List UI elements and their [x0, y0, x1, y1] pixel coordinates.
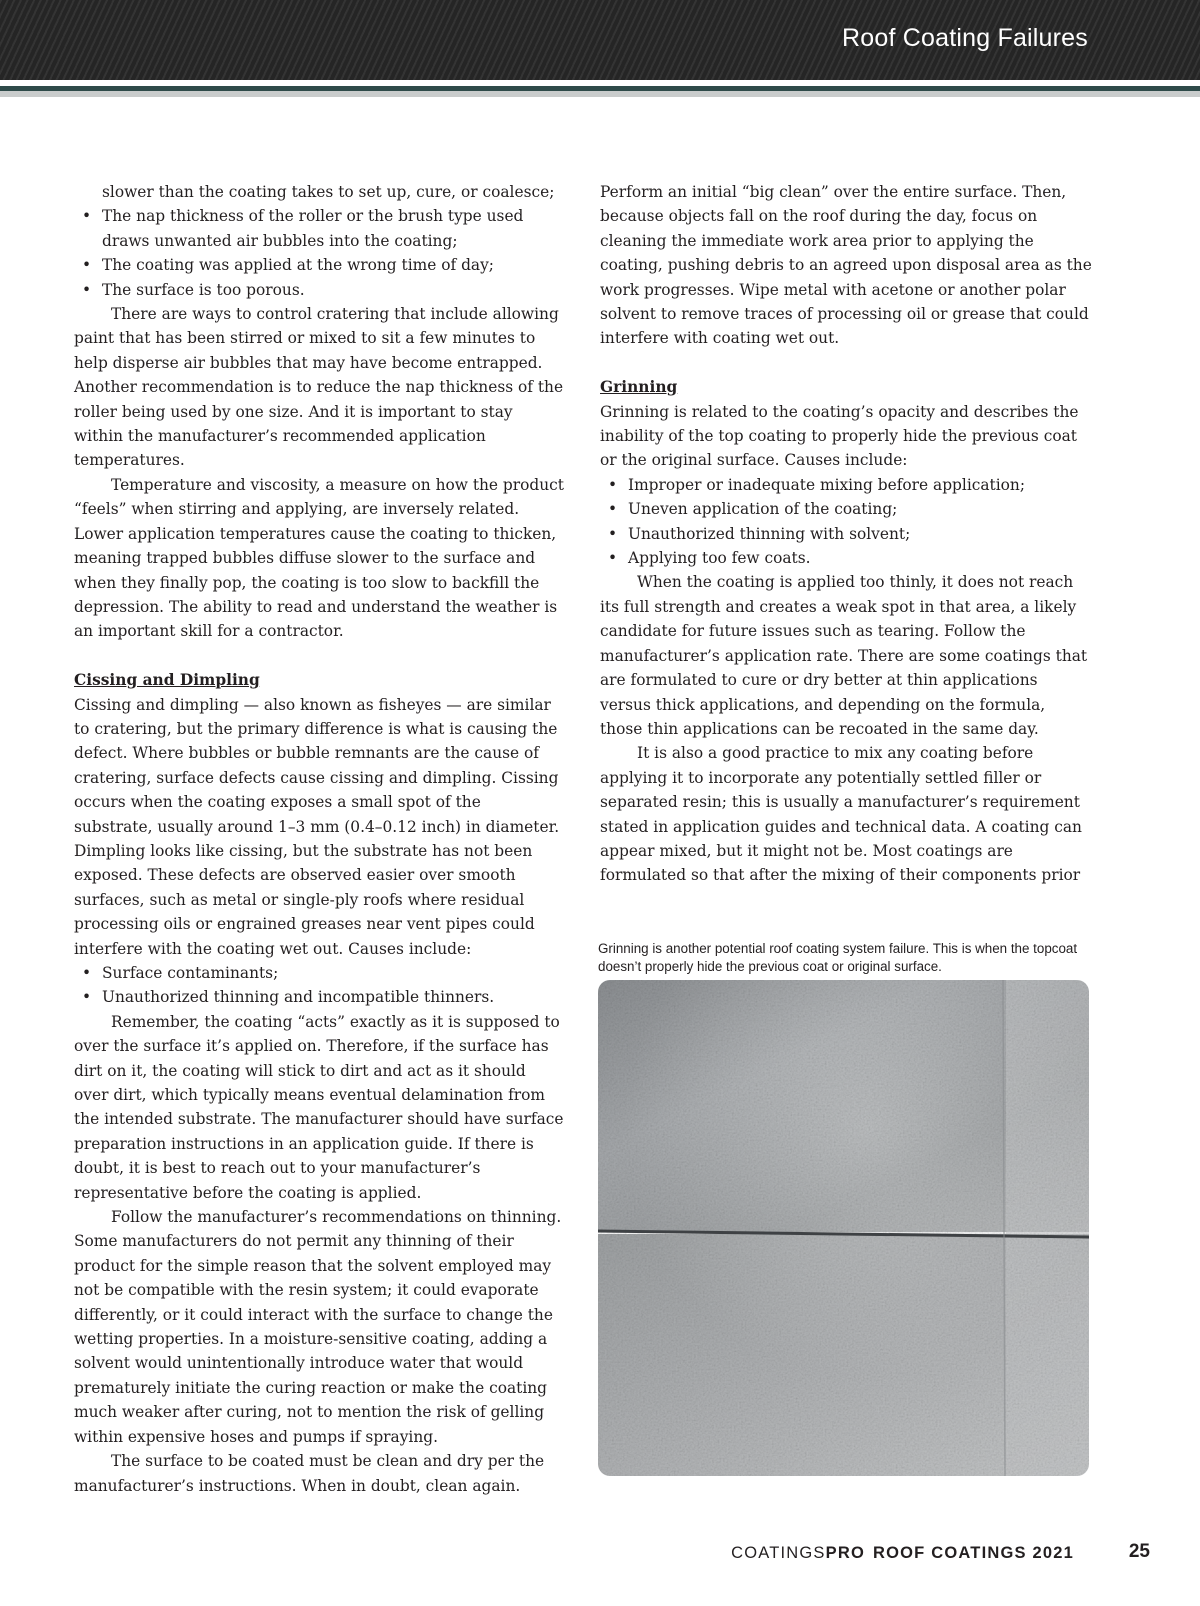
- list-item: • The nap thickness of the roller or the brush type used draws unwanted air bubbles into the coating;: [74, 204, 564, 253]
- page-number: 25: [1128, 1541, 1150, 1562]
- spacer: [600, 351, 1092, 375]
- page-header: [0, 0, 1200, 80]
- list-item: • The surface is too porous.: [74, 278, 564, 302]
- right-column: [600, 180, 1092, 888]
- section-heading-cissing: Cissing and Dimpling: [74, 671, 260, 690]
- bullet-list-cissing-causes: [74, 961, 564, 1010]
- section-heading-grinning: Grinning: [600, 378, 678, 397]
- paragraph-continued: slower than the coating takes to set up, cure, or coalesce;: [102, 183, 555, 201]
- spacer: [74, 644, 564, 668]
- list-item: • Surface contaminants;: [74, 961, 564, 985]
- figure-caption: Grinning is another potential roof coating system failure. This is when the topcoat doesn’t properly hide the previous coat or original surface.: [598, 941, 1078, 974]
- left-column: [74, 180, 564, 1498]
- paragraph: Remember, the coating “acts” exactly as it is supposed to over the surface it’s applied on. Therefore, if the surface has dirt on it, the coating will stick to dirt and act as it should over dirt, which typically means eventual delamination from the intended substrate. The manufacturer should have surface preparation instructions in an application guide. If there is doubt, it is best to reach out to your manufacturer’s representative before the coating is applied.: [74, 1012, 564, 1202]
- grinning-surface-image: [598, 980, 1089, 1476]
- paragraph: Cissing and dimpling — also known as fisheyes — are similar to cratering, but the primary difference is what is causing the defect. Where bubbles or bubble remnants are the cause of cratering, surface defects cause cissing and dimpling. Cissing occurs when the coating exposes a small spot of the substrate, usually around 1–3 mm (0.4–0.12 inch) in diameter. Dimpling looks like cissing, but the substrate has not been exposed. These defects are observed easier over smooth surfaces, such as metal or single-ply roofs where residual processing oils or engrained greases near vent pipes could interfere with the coating wet out. Causes include:: [74, 695, 560, 958]
- bullet-list-grinning-causes: [600, 473, 1092, 571]
- paragraph: When the coating is applied too thinly, it does not reach its full strength and creates a weak spot in that area, a likely candidate for future issues such as tearing. Follow the manufacturer’s application rate. There are some coatings that are formulated to cure or dry better at thin applications versus thick applications, and depending on the formula, those thin applications can be recoated in the same day.: [600, 573, 1088, 738]
- paragraph: Temperature and viscosity, a measure on how the product “feels” when stirring and applying, are inversely related. Lower application temperatures cause the coating to thicken, meaning trapped bubbles diffuse slower to the surface and when they finally pop, the coating is too slow to backfill the depression. The ability to read and understand the weather is an important skill for a contractor.: [74, 475, 564, 641]
- list-item: • Unauthorized thinning and incompatible thinners.: [74, 985, 564, 1009]
- list-item: • Improper or inadequate mixing before application;: [600, 473, 1092, 497]
- bullet-list-cratering-causes: [74, 204, 564, 302]
- paragraph: The surface to be coated must be clean and dry per the manufacturer’s instructions. When in doubt, clean again.: [74, 1452, 545, 1495]
- paragraph: Perform an initial “big clean” over the entire surface. Then, because objects fall on the roof during the day, focus on cleaning the immediate work area prior to applying the coating, pushing debris to an agreed upon disposal area as the work progresses. Wipe metal with acetone or another polar solvent to remove traces of processing oil or grease that could interfere with coating wet out.: [600, 183, 1092, 348]
- paragraph: Grinning is related to the coating’s opacity and describes the inability of the top coating to properly hide the previous coat or the original surface. Causes include:: [600, 402, 1079, 470]
- list-item: • Applying too few coats.: [600, 546, 1092, 570]
- list-item: • The coating was applied at the wrong time of day;: [74, 253, 564, 277]
- brand-light: COATINGS: [731, 1544, 826, 1562]
- paragraph: Follow the manufacturer’s recommendations on thinning. Some manufacturers do not permit any thinning of their product for the simple reason that the solvent employed may not be compatible with the resin system; it could evaporate differently, or it could interact with the surface to change the wetting properties. In a moisture-sensitive coating, adding a solvent would unintentionally introduce water that would prematurely initiate the curing reaction or make the coating much weaker after curing, not to mention the risk of gelling within expensive hoses and pumps if spraying.: [74, 1208, 562, 1446]
- section-title: Roof Coating Failures: [842, 24, 1088, 52]
- publication-footer: [731, 1544, 1074, 1563]
- header-rule-gray: [0, 91, 1200, 97]
- paragraph: It is also a good practice to mix any coating before applying it to incorporate any potentially settled filler or separated resin; this is usually a manufacturer’s requirement stated in application guides and technical data. A coating can appear mixed, but it might not be. Most coatings are formulated so that after the mixing of their components prior: [600, 744, 1082, 885]
- list-item: • Uneven application of the coating;: [600, 497, 1092, 521]
- list-item: • Unauthorized thinning with solvent;: [600, 522, 1092, 546]
- issue-name: ROOF COATINGS 2021: [873, 1544, 1074, 1562]
- roof-coating-photo: [598, 980, 1089, 1476]
- paragraph: There are ways to control cratering that include allowing paint that has been stirred or mixed to sit a few minutes to help disperse air bubbles that may have become entrapped. Another recommendation is to reduce the nap thickness of the roller being used by one size. And it is important to stay within the manufacturer’s recommended application temperatures.: [74, 305, 564, 470]
- brand-bold: PRO: [825, 1544, 865, 1562]
